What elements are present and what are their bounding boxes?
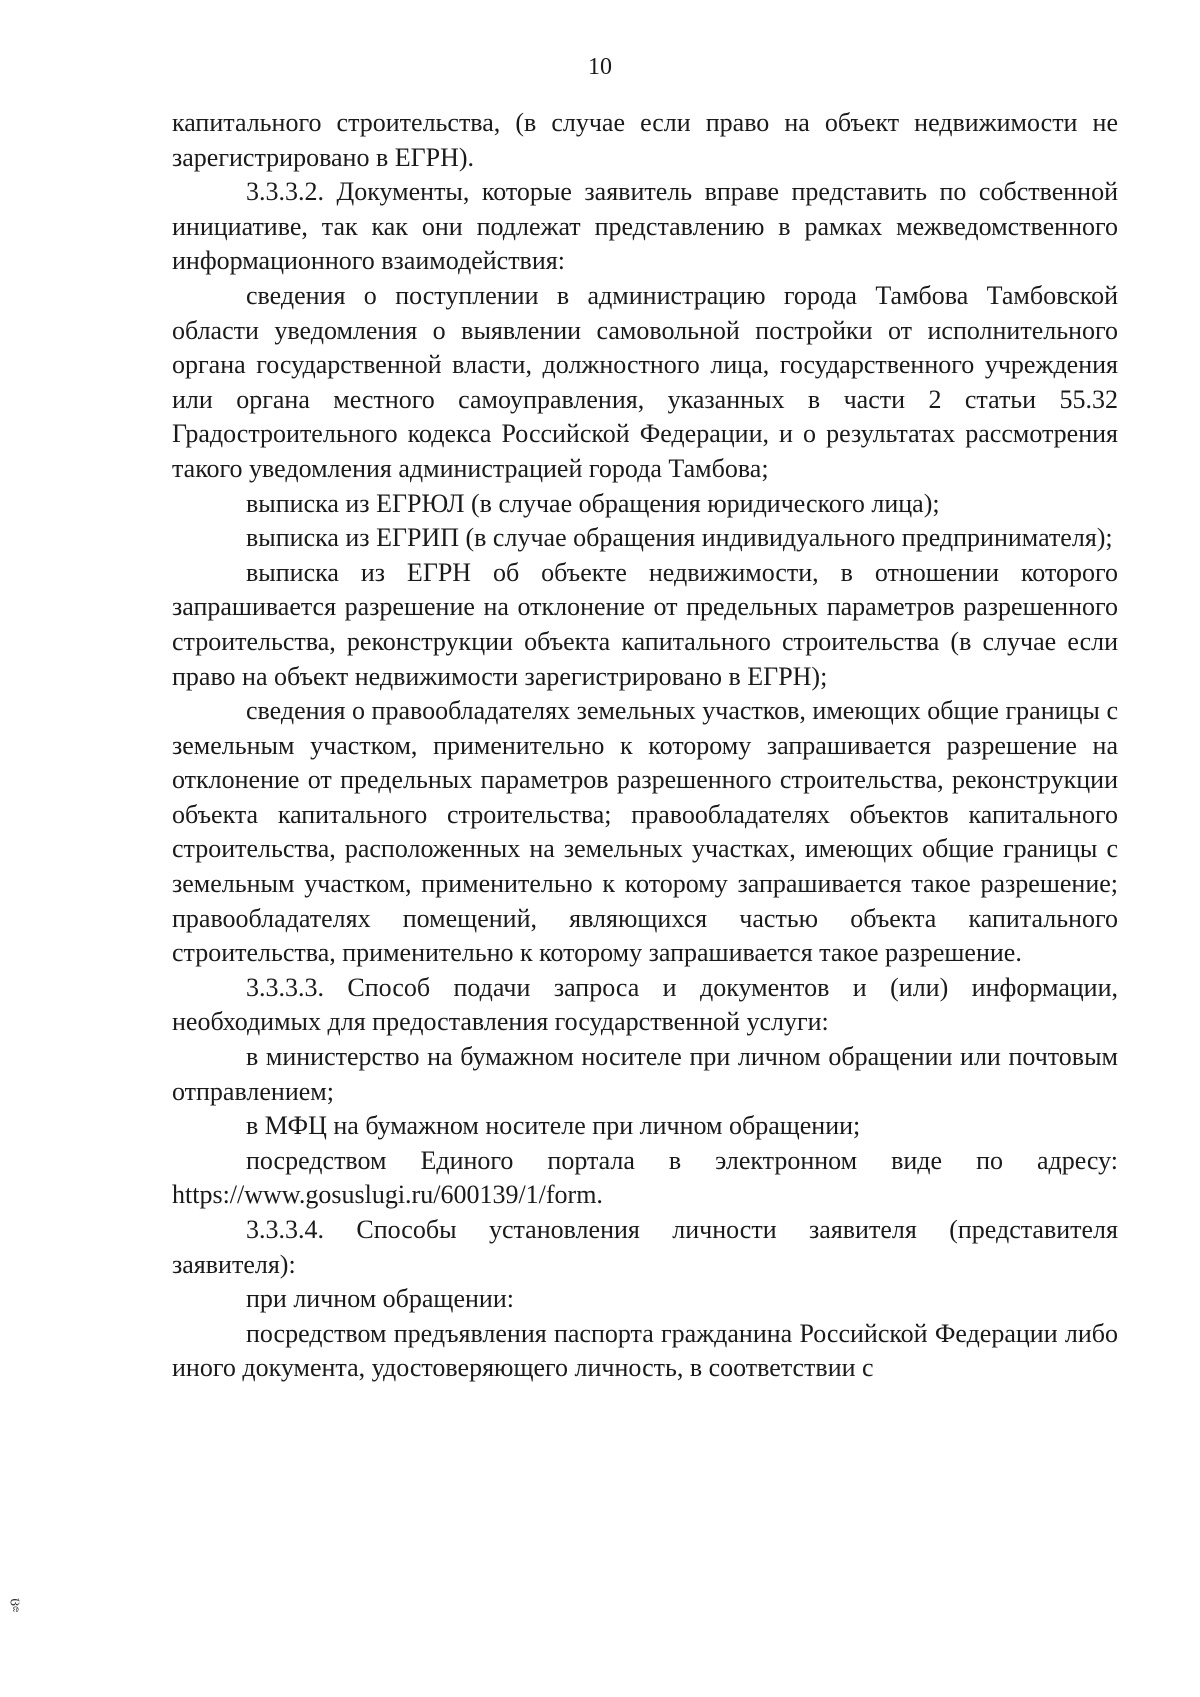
paragraph-ministerstvo: в министерство на бумажном носителе при личном обращении или почтовым отправлением;: [172, 1042, 1118, 1106]
document-body: [172, 106, 1118, 1386]
paragraph-egryul: выписка из ЕГРЮЛ (в случае обращения юридического лица);: [246, 488, 940, 518]
paragraph-pravoobladateli: сведения о правообладателях земельных участков, имеющих общие границы с земельным участком, применительно к которому запрашивается разрешение на отклонение от предельных параметров разрешенного строительства, реконструкции объекта капитального строительства; правообладателях объектов капитального строительства, расположенных на земельных участках, имеющих общие границы с земельным участком, применительно к которому запрашивается такое разрешение; правообладателях помещений, являющихся частью объекта капитального строительства, применительно к которому запрашивается такое разрешение.: [172, 696, 1118, 968]
paragraph-pasport: посредством предъявления паспорта гражданина Российской Федерации либо иного документа, удостоверяющего личность, в соответствии с: [172, 1318, 1118, 1383]
paragraph-egrn: выписка из ЕГРН об объекте недвижимости, в отношении которого запрашивается разрешение на отклонение от предельных параметров разрешенного строительства, реконструкции объекта капитального строительства (в случае если право на объект недвижимости зарегистрировано в ЕГРН);: [172, 557, 1118, 691]
paragraph-lichnoe-obrashchenie: при личном обращении:: [246, 1284, 514, 1314]
paragraph-egrip: выписка из ЕГРИП (в случае обращения индивидуального предпринимателя);: [246, 523, 1113, 553]
paragraph-mfc: в МФЦ на бумажном носителе при личном обращении;: [246, 1111, 861, 1141]
page-number: 10: [588, 54, 612, 80]
paragraph-3-3-3-4: 3.3.3.4. Способы установления личности заявителя (представителя заявителя):: [172, 1215, 1118, 1279]
paragraph-edinyi-portal: посредством Единого портала в электронном виде по адресу: https://www.gosuslugi.ru/600139/1/form.: [172, 1145, 1118, 1210]
paragraph-samovolnaya-postroika: сведения о поступлении в администрацию города Тамбова Тамбовской области уведомления о выявлении самовольной постройки от исполнительного органа государственной власти, должностного лица, государственного учреждения или органа местного самоуправления, указанных в части 2 статьи 55.32 Градостроительного кодекса Российской Федерации, и о результатах рассмотрения такого уведомления администрацией города Тамбова;: [172, 280, 1118, 483]
margin-mark: ცၕ: [10, 1598, 24, 1613]
paragraph-3-3-3-2: 3.3.3.2. Документы, которые заявитель вправе представить по собственной инициативе, так как они подлежат представлению в рамках межведомственного информационного взаимодействия:: [172, 177, 1118, 276]
paragraph-continuation: капитального строительства, (в случае если право на объект недвижимости не зарегистрировано в ЕГРН).: [172, 108, 1118, 172]
paragraph-3-3-3-3: 3.3.3.3. Способ подачи запроса и документов и (или) информации, необходимых для предоставления государственной услуги:: [172, 972, 1118, 1037]
